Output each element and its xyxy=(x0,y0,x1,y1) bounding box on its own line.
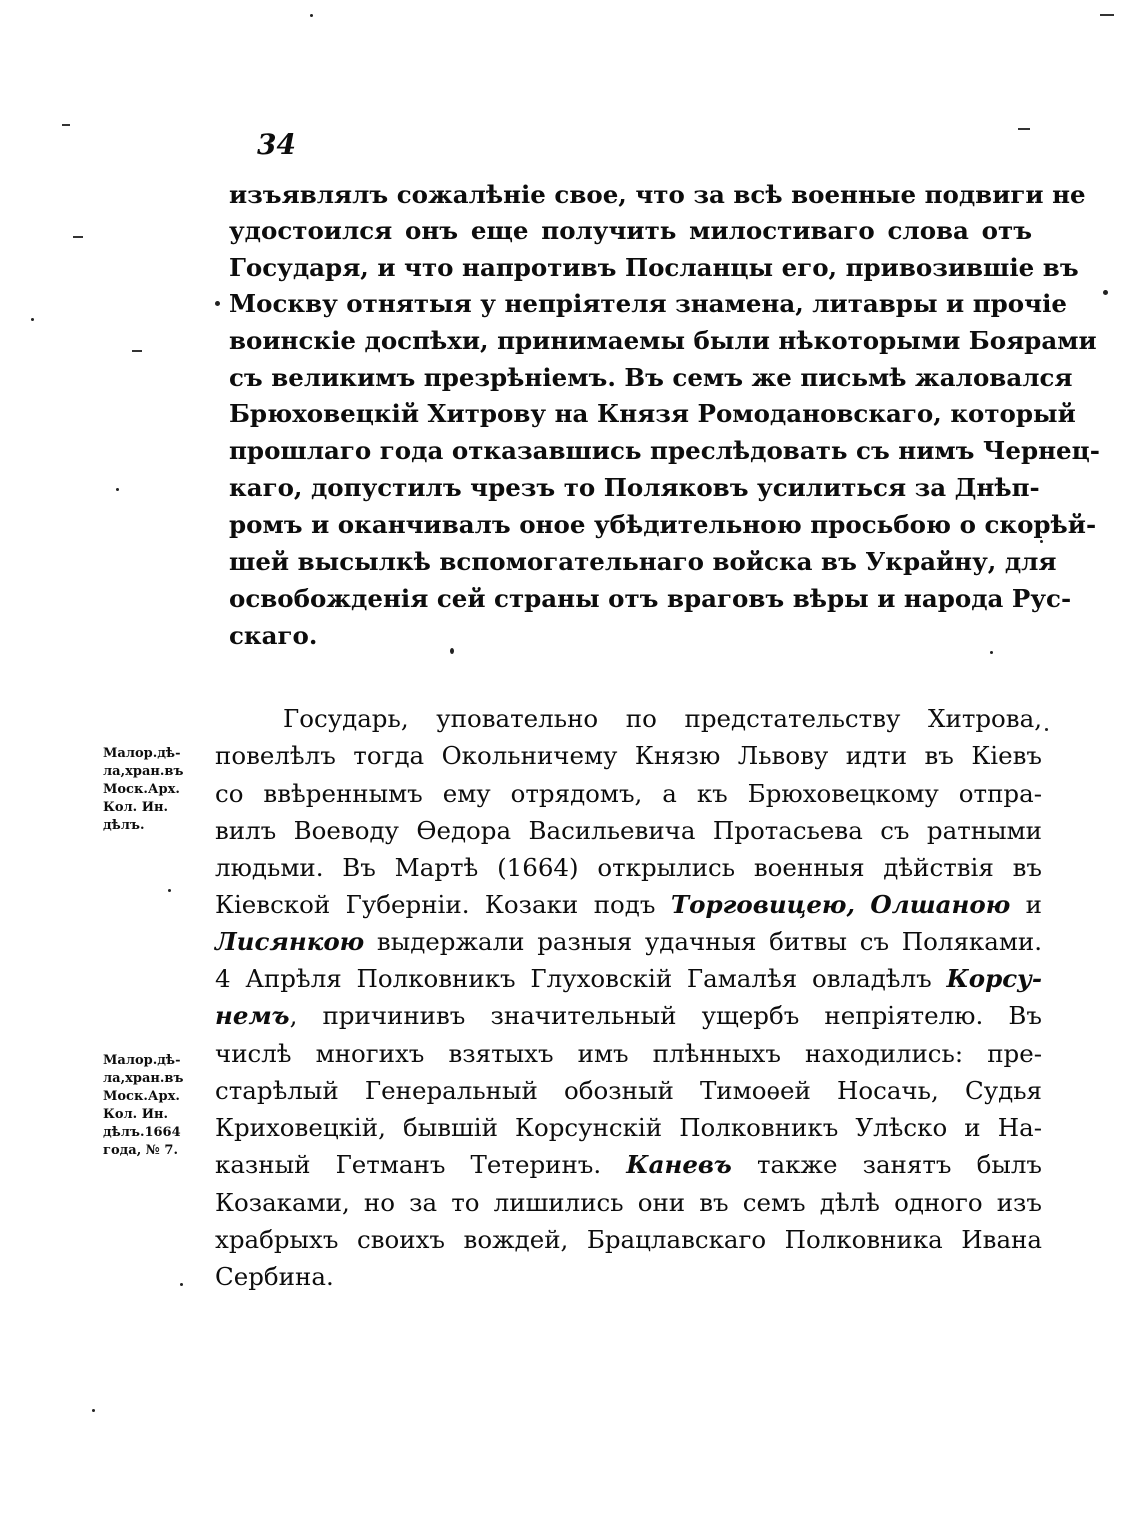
scan-speck xyxy=(1045,728,1048,731)
line-text: Кіевской Губерніи. Козаки подъ xyxy=(215,890,671,919)
paragraph-2-line: людьми. Въ Мартѣ (1664) открылись военныя дѣйствія въ xyxy=(215,853,1042,882)
paragraph-1-line: каго, допустилъ чрезъ то Поляковъ усилиться за Днѣп- xyxy=(229,473,1040,502)
line-text: также занятъ былъ xyxy=(731,1150,1042,1179)
page-number: 34 xyxy=(257,128,296,161)
paragraph-2-line: храбрыхъ своихъ вождей, Брацлавскаго Полковника Ивана xyxy=(215,1225,1042,1254)
paragraph-2-line: Государь, уповательно по предстательству Хитрова, xyxy=(283,704,1042,733)
paragraph-1-line: скаго. xyxy=(229,621,318,650)
paragraph-1-line: шей высылкѣ вспомогательнаго войска въ Украйну, для xyxy=(229,547,1057,576)
scan-speck xyxy=(92,1409,95,1412)
paragraph-1-line: Государя, и что напротивъ Посланцы его, привозившіе въ xyxy=(229,253,1079,282)
place-name-lisyanka: Лисянкою xyxy=(215,927,365,956)
paragraph-2-line: числѣ многихъ взятыхъ имъ плѣнныхъ находились: пре- xyxy=(215,1039,1042,1068)
paragraph-1-line: изъявлялъ сожалѣніе свое, что за всѣ военные подвиги не xyxy=(229,180,1086,209)
scan-speck xyxy=(310,14,313,17)
scan-speck xyxy=(990,651,993,654)
scan-dash xyxy=(62,124,70,126)
line-text: казный Гетманъ Тетеринъ. xyxy=(215,1150,627,1179)
scan-dash xyxy=(132,350,142,352)
paragraph-1-line: ромъ и оканчивалъ оное убѣдительною просьбою о скорѣй- xyxy=(229,510,1097,539)
place-name-korsun-end: немъ xyxy=(215,1001,290,1030)
place-name-kanev: Каневъ xyxy=(626,1150,732,1179)
place-name-torgovitsa: Торговицею, xyxy=(670,890,855,919)
scan-speck xyxy=(215,301,220,306)
scan-dash xyxy=(73,236,83,238)
paragraph-1-line: прошлаго года отказавшись преслѣдовать съ нимъ Чернец- xyxy=(229,436,1100,465)
scan-speck xyxy=(168,889,171,892)
paragraph-1-line: воинскіе доспѣхи, принимаемы были нѣкоторыми Боярами xyxy=(229,326,1097,355)
paragraph-1-line: освобожденія сей страны отъ враговъ вѣры и народа Рус- xyxy=(229,584,1072,613)
paragraph-2-line: вилъ Воеводу Ѳедора Васильевича Протасьева съ ратными xyxy=(215,816,1042,845)
line-text: выдержали разныя удачныя битвы съ Поляками. xyxy=(364,927,1042,956)
paragraph-2-line: Криховецкій, бывшій Корсунскій Полковникъ Улѣско и На- xyxy=(215,1113,1042,1142)
paragraph-2-line: Козаками, но за то лишились они въ семъ дѣлѣ одного изъ xyxy=(215,1188,1042,1217)
scan-speck xyxy=(116,488,119,491)
paragraph-2-line: со ввѣреннымъ ему отрядомъ, а къ Брюховецкому отпра- xyxy=(215,779,1042,808)
paragraph-1-line: удостоился онъ еще получить милостиваго слова отъ xyxy=(229,216,1032,245)
paragraph-1-line: Брюховецкій Хитрову на Князя Ромодановскаго, который xyxy=(229,399,1076,428)
margin-note: Малор.дѣ- ла,хран.въ Моск.Арх. Кол. Ин. дѣлъ. xyxy=(103,746,184,833)
paragraph-2-line xyxy=(215,1150,1042,1180)
scan-speck xyxy=(1040,540,1043,543)
margin-note: Малор.дѣ- ла,хран.въ Моск.Арх. Кол. Ин. дѣлъ.1664 года, № 7. xyxy=(103,1053,184,1158)
paragraph-1-line: съ великимъ презрѣніемъ. Въ семъ же письмѣ жаловался xyxy=(229,363,1073,392)
scan-speck xyxy=(180,1283,183,1286)
line-text xyxy=(855,890,870,919)
paragraph-2-line xyxy=(215,890,1042,920)
paragraph-2-line xyxy=(215,964,1042,994)
paragraph-2-line: повелѣлъ тогда Окольничему Князю Львову идти въ Кіевъ xyxy=(215,741,1042,770)
paragraph-2-line: Сербина. xyxy=(215,1262,334,1291)
scan-speck xyxy=(1103,290,1108,295)
scan-speck xyxy=(450,648,454,654)
place-name-korsun: Корсу- xyxy=(946,964,1042,993)
paragraph-1-line: Москву отнятыя у непріятеля знамена, литавры и прочіе xyxy=(229,289,1067,318)
place-name-olshana: Олшаною xyxy=(870,890,1011,919)
scan-dash xyxy=(1018,128,1030,130)
paragraph-2-line xyxy=(215,927,1042,957)
paragraph-2-line xyxy=(215,1001,1042,1031)
line-text: 4 Апрѣля Полковникъ Глуховскій Гамалѣя овладѣлъ xyxy=(215,964,947,993)
paragraph-2-line: старѣлый Генеральный обозный Тимоѳей Носачь, Судья xyxy=(215,1076,1042,1105)
scan-speck xyxy=(31,318,34,321)
line-text: и xyxy=(1010,890,1043,919)
line-text: , причинивъ значительный ущербъ непріятелю. Въ xyxy=(289,1001,1042,1030)
scan-dash xyxy=(1100,14,1114,16)
